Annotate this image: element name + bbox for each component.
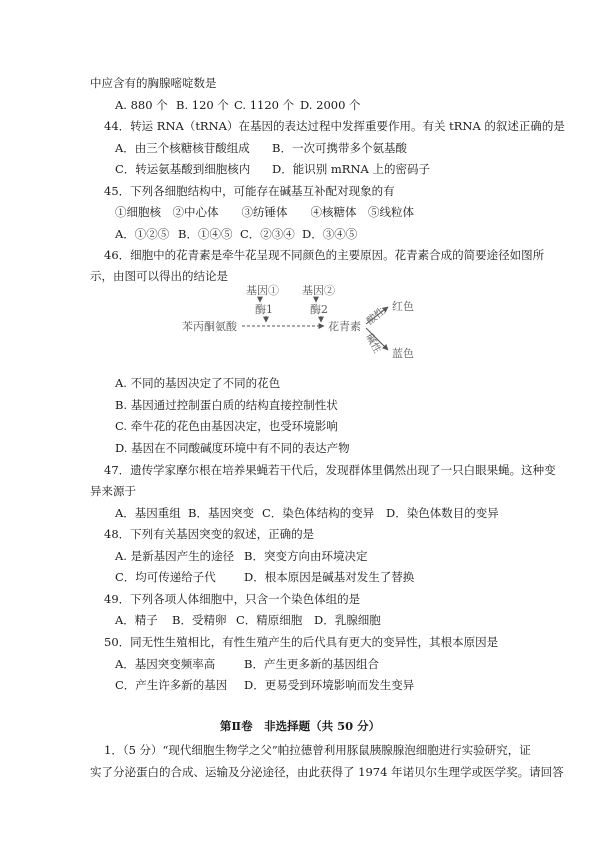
part2-q1-line2: 实了分泌蛋白的合成、运输及分泌途径，由此获得了 1974 年诺贝尔生理学或医学奖。请回答 <box>90 765 564 779</box>
q46-option-a: A. 不同的基因决定了不同的花色 <box>115 376 281 390</box>
q50-stem: 50．同无性生殖相比，有性生殖产生的后代具有更大的变异性，其根本原因是 <box>104 635 499 649</box>
q47-option-b: B．基因突变 <box>188 506 254 520</box>
anthocyanin-pathway-diagram <box>180 280 450 360</box>
q48-option-d: D．根本原因是碱基对发生了替换 <box>244 570 415 584</box>
q46-option-c: C. 牵牛花的花色由基因决定，也受环境影响 <box>115 419 338 433</box>
q45-option-b: B．①④⑤ <box>178 227 233 241</box>
blue-label: 蓝色 <box>392 347 414 360</box>
q46-stem-line1: 46．细胞中的花青素是牵牛花呈现不同颜色的主要原因。花青素合成的简要途径如图所 <box>104 248 545 262</box>
q47-option-d: D．染色体数目的变异 <box>386 506 499 520</box>
q48-option-a: A. 是新基因产生的途径 <box>115 549 235 563</box>
q48-option-c: C．均可传递给子代 <box>115 570 216 584</box>
q48-option-b: B．突变方向由环境决定 <box>244 549 368 563</box>
q47-stem-line1: 47．遗传学家摩尔根在培养果蝇若干代后，发现群体里偶然出现了一只白眼果蝇。这种变 <box>104 463 556 477</box>
q49-option-d: D．乳腺细胞 <box>314 613 381 627</box>
section-title: 第Ⅱ卷 非选择题（共 50 分） <box>219 719 381 733</box>
acid-label: 酸性 <box>364 306 388 328</box>
q50-option-d: D．更易受到环境影响而发生变异 <box>244 678 415 692</box>
substrate-label: 苯丙酮氨酸 <box>182 320 237 333</box>
q43-option-c: C. 1120 个 <box>234 98 295 112</box>
q43-option-b: B. 120 个 <box>176 98 229 112</box>
q45-items: ①细胞核 ②中心体 ③纺锤体 ④核糖体 ⑤线粒体 <box>115 205 414 219</box>
q50-option-c: C．产生许多新的基因 <box>115 678 228 692</box>
q45-stem: 45．下列各细胞结构中，可能存在碱基互补配对现象的有 <box>104 184 395 198</box>
q44-option-a: A．由三个核糖核苷酸组成 <box>115 141 250 155</box>
product-label: 花青素 <box>328 320 361 333</box>
q46-stem-line2: 示，由图可以得出的结论是 <box>90 269 228 283</box>
q49-option-c: C．精原细胞 <box>236 613 303 627</box>
q49-option-a: A．精子 <box>115 613 158 627</box>
q50-option-b: B．产生更多新的基因组合 <box>244 657 379 671</box>
q49-option-b: B．受精卵 <box>172 613 227 627</box>
q48-stem: 48．下列有关基因突变的叙述，正确的是 <box>104 527 315 541</box>
q47-stem-line2: 异来源于 <box>90 484 136 498</box>
red-label: 红色 <box>392 300 414 313</box>
q46-option-b: B. 基因通过控制蛋白质的结构直接控制性状 <box>115 398 338 412</box>
enzyme2-label: 酶2 <box>310 303 328 316</box>
q45-option-a: A．①②⑤ <box>115 227 170 241</box>
q43-tail: 中应含有的胸腺嘧啶数是 <box>90 76 217 90</box>
q46-option-d: D. 基因在不同酸碱度环境中有不同的表达产物 <box>115 441 350 455</box>
q43-option-d: D. 2000 个 <box>300 98 361 112</box>
q44-stem: 44．转运 RNA（tRNA）在基因的表达过程中发挥重要作用。有关 tRNA 的叙述正确的是 <box>104 119 565 133</box>
q43-option-a: A. 880 个 <box>115 98 168 112</box>
base-label: 碱性 <box>363 332 383 356</box>
q49-stem: 49．下列各项人体细胞中，只含一个染色体组的是 <box>104 592 361 606</box>
q44-option-d: D．能识别 mRNA 上的密码子 <box>272 162 430 176</box>
q44-option-c: C．转运氨基酸到细胞核内 <box>115 162 251 176</box>
q44-option-b: B．一次可携带多个氨基酸 <box>272 141 407 155</box>
q47-option-c: C．染色体结构的变异 <box>262 506 375 520</box>
gene2-label: 基因② <box>302 284 335 297</box>
q50-option-a: A．基因突变频率高 <box>115 657 216 671</box>
q45-option-d: D．③④⑤ <box>302 227 358 241</box>
enzyme1-label: 酶1 <box>255 303 273 316</box>
part2-q1-line1: 1．（5 分）“现代细胞生物学之父”帕拉德曾利用豚鼠胰腺腺泡细胞进行实验研究，证 <box>104 743 531 757</box>
q47-option-a: A．基因重组 <box>115 506 181 520</box>
q45-option-c: C．②③④ <box>240 227 295 241</box>
gene1-label: 基因① <box>246 284 279 297</box>
